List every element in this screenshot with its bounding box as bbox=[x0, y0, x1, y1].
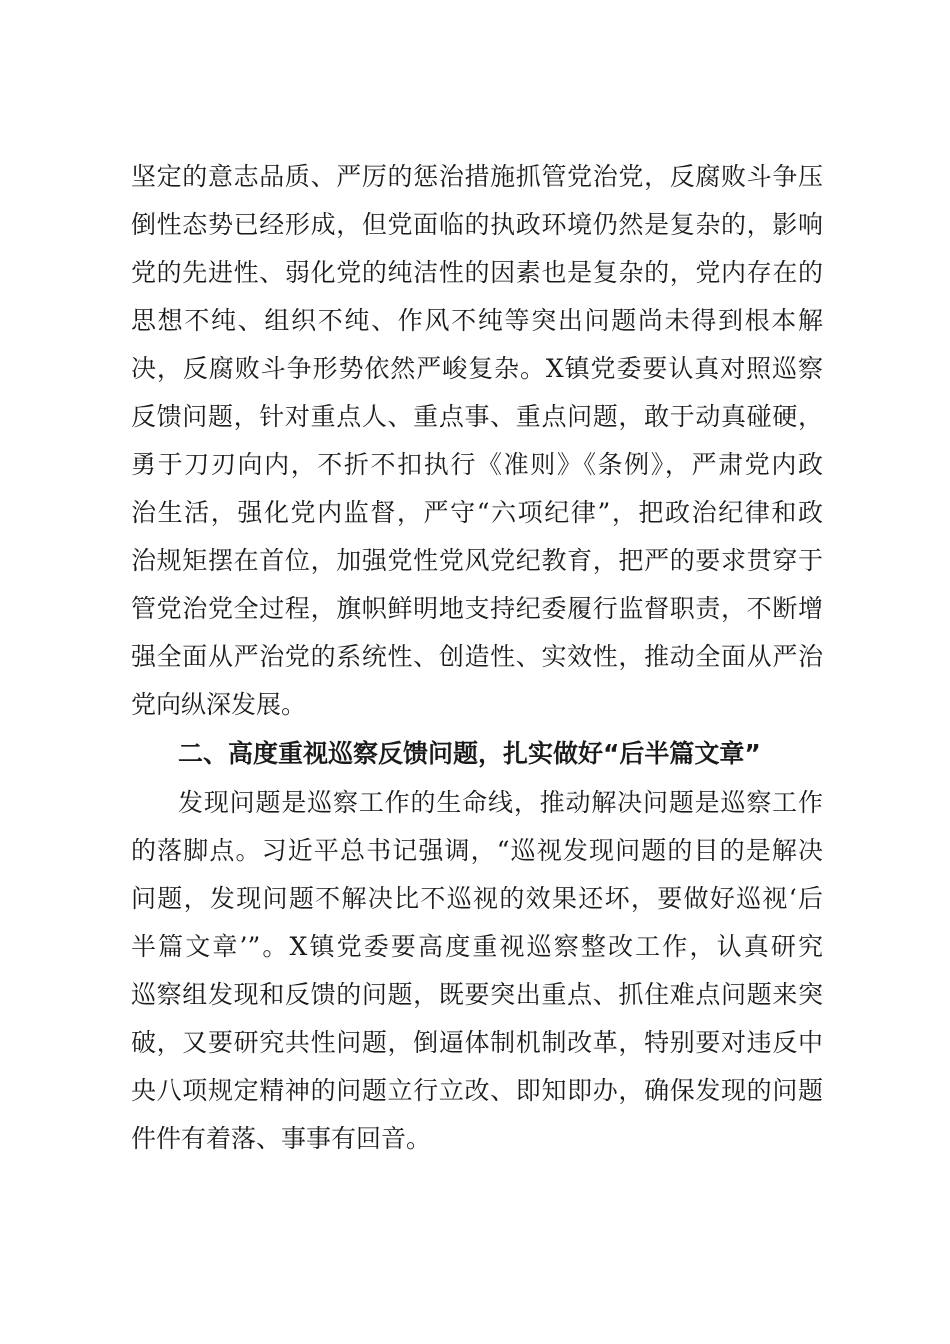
section-heading: 二、高度重视巡察反馈问题，扎实做好“后半篇文章” bbox=[178, 739, 761, 768]
text-line: 破，又要研究共性问题，倒逼体制机制改革，特别要对违反中 bbox=[131, 1028, 823, 1057]
text-line: 治规矩摆在首位，加强党性党风党纪教育，把严的要求贯穿于 bbox=[131, 546, 823, 575]
text-line: 思想不纯、组织不纯、作风不纯等突出问题尚未得到根本解 bbox=[131, 306, 823, 335]
text-line: 反馈问题，针对重点人、重点事、重点问题，敢于动真碰硬， bbox=[131, 402, 823, 431]
text-line: 倒性态势已经形成，但党面临的执政环境仍然是复杂的，影响 bbox=[131, 210, 823, 239]
text-line: 央八项规定精神的问题立行立改、即知即办，确保发现的问题 bbox=[131, 1076, 823, 1105]
text-line: 坚定的意志品质、严厉的惩治措施抓管党治党，反腐败斗争压 bbox=[131, 162, 823, 191]
text-line: 发现问题是巡察工作的生命线，推动解决问题是巡察工作 bbox=[178, 788, 823, 817]
paragraph-2 bbox=[131, 779, 823, 1163]
text-line: 半篇文章’”。X镇党委要高度重视巡察整改工作，认真研究 bbox=[131, 932, 823, 961]
document-body bbox=[131, 153, 823, 1163]
text-line: 问题，发现问题不解决比不巡视的效果还坏，要做好巡视‘后 bbox=[131, 884, 823, 913]
text-line: 件件有着落、事事有回音。 bbox=[131, 1124, 432, 1153]
text-line: 党的先进性、弱化党的纯洁性的因素也是复杂的，党内存在的 bbox=[131, 258, 823, 287]
text-line: 巡察组发现和反馈的问题，既要突出重点、抓住难点问题来突 bbox=[131, 980, 823, 1009]
text-line: 党向纵深发展。 bbox=[131, 690, 307, 719]
text-line: 的落脚点。习近平总书记强调，“巡视发现问题的目的是解决 bbox=[131, 836, 823, 865]
paragraph-1 bbox=[131, 153, 823, 729]
text-line: 勇于刀刃向内，不折不扣执行《准则》《条例》，严肃党内政 bbox=[131, 450, 823, 479]
text-line: 强全面从严治党的系统性、创造性、实效性，推动全面从严治 bbox=[131, 642, 823, 671]
text-line: 管党治党全过程，旗帜鲜明地支持纪委履行监督职责，不断增 bbox=[131, 594, 823, 623]
text-line: 治生活，强化党内监督，严守“六项纪律”，把政治纪律和政 bbox=[131, 498, 823, 527]
text-line: 决，反腐败斗争形势依然严峻复杂。X镇党委要认真对照巡察 bbox=[131, 354, 823, 383]
